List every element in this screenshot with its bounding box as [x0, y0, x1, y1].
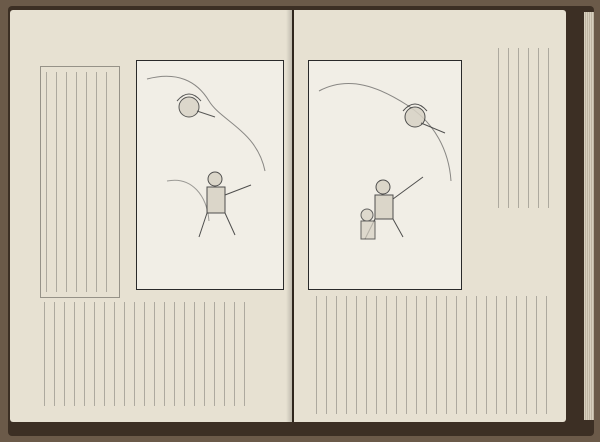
left-body-text-1 — [46, 72, 116, 292]
right-page — [294, 10, 566, 422]
page-edges — [584, 12, 594, 420]
left-page — [10, 10, 292, 422]
illustration-right — [308, 60, 462, 290]
illustration-left — [136, 60, 284, 290]
left-body-text-2 — [44, 302, 254, 406]
right-body-text-1 — [498, 48, 554, 208]
right-body-text-2 — [316, 296, 554, 414]
illustration-left-drawing — [137, 61, 283, 289]
illustration-right-drawing — [309, 61, 461, 289]
